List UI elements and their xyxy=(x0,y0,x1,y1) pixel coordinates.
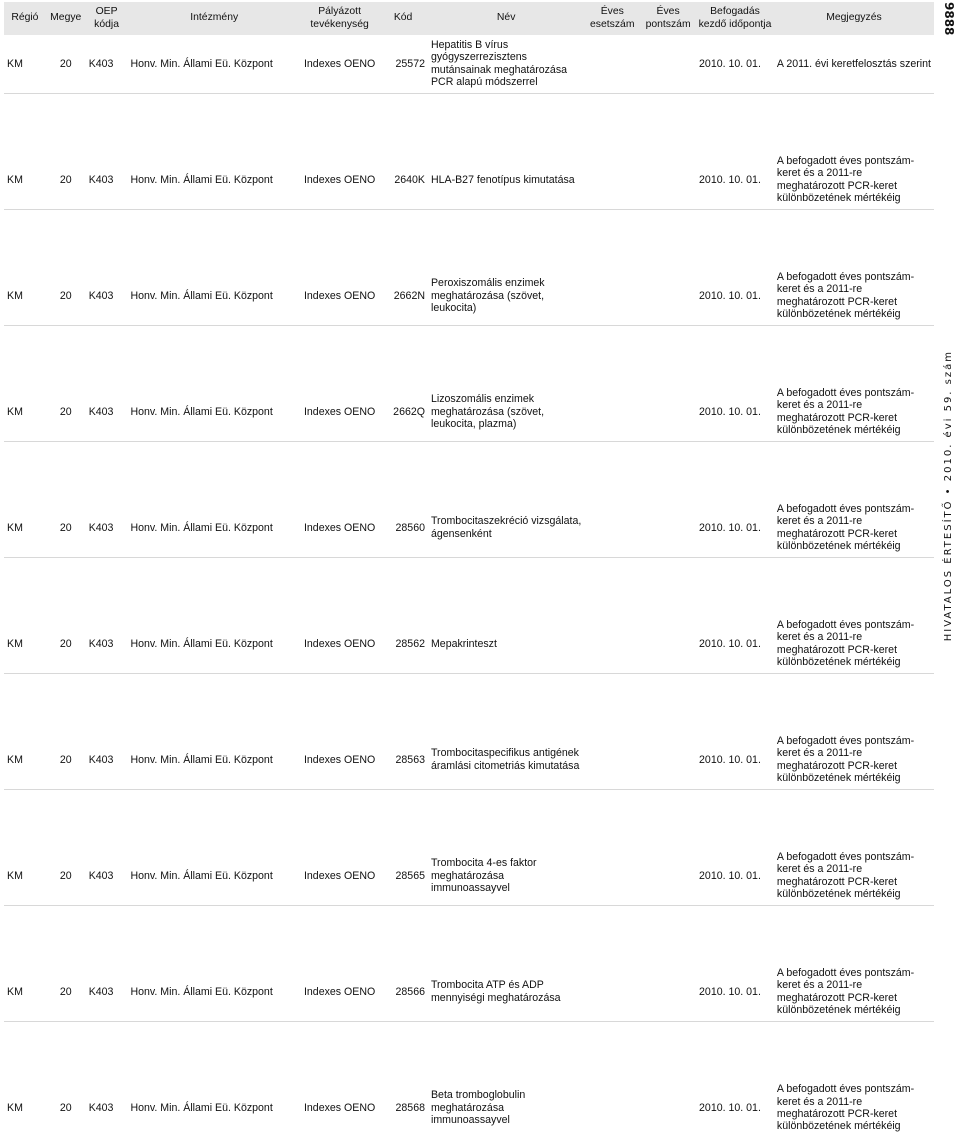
cell-remark-line: különbözetének mértékéig xyxy=(776,540,901,553)
cell-name-line: Peroxiszomális enzimek xyxy=(430,277,545,290)
cell-regio: KM xyxy=(7,1101,23,1114)
cell-start-date: 2010. 10. 01. xyxy=(699,869,761,882)
cell-activity: Indexes OENO xyxy=(303,1101,376,1114)
cell-remark-line: meghatározott PCR-keret xyxy=(776,643,898,656)
cell-code: 28565 xyxy=(395,869,425,882)
cell-remark-line: meghatározott PCR-keret xyxy=(776,527,898,540)
cell-remark-line: keret és a 2011-re xyxy=(776,863,863,876)
cell-remark xyxy=(774,731,934,789)
cell-remark-line: keret és a 2011-re xyxy=(776,1095,863,1108)
cell-activity: Indexes OENO xyxy=(303,637,376,650)
cell-remark-line: különbözetének mértékéig xyxy=(776,308,901,321)
cell-points xyxy=(640,499,696,557)
cell-megye: 20 xyxy=(59,521,72,534)
cell-remark-line: A befogadott éves pontszám- xyxy=(776,1083,915,1096)
cell-activity: Indexes OENO xyxy=(303,173,376,186)
cell-name xyxy=(428,731,584,789)
row-divider xyxy=(4,789,934,847)
cell-institution: Honv. Min. Állami Eü. Központ xyxy=(130,637,273,650)
cell-regio: KM xyxy=(7,173,23,186)
cell-institution: Honv. Min. Állami Eü. Központ xyxy=(130,57,273,70)
cell-remark-line: különbözetének mértékéig xyxy=(776,1120,901,1133)
cell-points xyxy=(640,35,696,93)
cell-remark-line: meghatározott PCR-keret xyxy=(776,411,898,424)
header-kod: Kód xyxy=(378,2,428,35)
cell-code: 28562 xyxy=(395,637,425,650)
header-palyazott: Pályázott tevékenység xyxy=(301,2,378,35)
cell-regio: KM xyxy=(7,637,23,650)
cell-megye: 20 xyxy=(59,1101,72,1114)
cell-case-count xyxy=(584,847,640,905)
cell-remark-line: különbözetének mértékéig xyxy=(776,1004,901,1017)
cell-case-count xyxy=(584,615,640,673)
row-divider-cell xyxy=(4,557,934,615)
cell-name xyxy=(428,151,584,209)
cell-megye: 20 xyxy=(59,869,72,882)
cell-start-date: 2010. 10. 01. xyxy=(699,173,761,186)
cell-regio: KM xyxy=(7,753,23,766)
row-divider-cell xyxy=(4,93,934,151)
cell-points xyxy=(640,1079,696,1137)
cell-case-count xyxy=(584,1079,640,1137)
cell-name-line: immunoassayvel xyxy=(430,881,510,894)
cell-institution: Honv. Min. Állami Eü. Központ xyxy=(130,521,273,534)
cell-institution: Honv. Min. Állami Eü. Központ xyxy=(130,1101,273,1114)
cell-megye: 20 xyxy=(59,405,72,418)
cell-name xyxy=(428,383,584,441)
cell-name-line: Trombocita 4-es faktor xyxy=(430,857,537,870)
cell-activity: Indexes OENO xyxy=(303,753,376,766)
header-eves-esetszam: Éves esetszám xyxy=(584,2,640,35)
cell-remark-line: keret és a 2011-re xyxy=(776,283,863,296)
row-divider xyxy=(4,1021,934,1079)
cell-remark-line: A befogadott éves pontszám- xyxy=(776,502,915,515)
cell-remark-line: keret és a 2011-re xyxy=(776,167,863,180)
header-befogadas: Befogadás kezdő időpontja xyxy=(696,2,774,35)
cell-remark-line: különbözetének mértékéig xyxy=(776,772,901,785)
cell-start-date: 2010. 10. 01. xyxy=(699,289,761,302)
cell-remark xyxy=(774,615,934,673)
cell-remark-line: A befogadott éves pontszám- xyxy=(776,734,915,747)
cell-name xyxy=(428,847,584,905)
cell-points xyxy=(640,267,696,325)
cell-activity: Indexes OENO xyxy=(303,57,376,70)
procedure-table xyxy=(4,2,934,1137)
cell-remark-line: különbözetének mértékéig xyxy=(776,192,901,205)
row-divider xyxy=(4,93,934,151)
cell-name-line: Hepatitis B vírus xyxy=(430,38,509,51)
cell-remark xyxy=(774,847,934,905)
cell-institution: Honv. Min. Állami Eü. Központ xyxy=(130,173,273,186)
page-number: 9888 xyxy=(942,2,956,36)
cell-start-date: 2010. 10. 01. xyxy=(699,57,761,70)
cell-remark-line: A befogadott éves pontszám- xyxy=(776,270,915,283)
cell-start-date: 2010. 10. 01. xyxy=(699,637,761,650)
cell-remark xyxy=(774,267,934,325)
cell-points xyxy=(640,151,696,209)
cell-name xyxy=(428,963,584,1021)
cell-name-line: áramlási citometriás kimutatása xyxy=(430,759,580,772)
cell-remark-line: A befogadott éves pontszám- xyxy=(776,618,915,631)
cell-regio: KM xyxy=(7,869,23,882)
cell-remark xyxy=(774,35,934,93)
table-header-row xyxy=(4,2,934,35)
cell-remark-line: A befogadott éves pontszám- xyxy=(776,850,915,863)
cell-case-count xyxy=(584,499,640,557)
row-divider xyxy=(4,325,934,383)
cell-remark-line: meghatározott PCR-keret xyxy=(776,295,898,308)
cell-points xyxy=(640,731,696,789)
cell-name-line: Trombocitaszekréció vizsgálata, xyxy=(430,515,582,528)
cell-code: 2662Q xyxy=(393,405,425,418)
cell-start-date: 2010. 10. 01. xyxy=(699,985,761,998)
cell-remark xyxy=(774,1079,934,1137)
header-eves-pontszam: Éves pontszám xyxy=(640,2,696,35)
cell-regio: KM xyxy=(7,57,23,70)
cell-remark-line: A befogadott éves pontszám- xyxy=(776,966,915,979)
row-divider-cell xyxy=(4,673,934,731)
cell-name-line: Beta tromboglobulin xyxy=(430,1089,526,1102)
cell-points xyxy=(640,847,696,905)
cell-remark-line: A befogadott éves pontszám- xyxy=(776,386,915,399)
table-row xyxy=(4,847,934,905)
table-row xyxy=(4,1079,934,1137)
row-divider-cell xyxy=(4,905,934,963)
row-divider xyxy=(4,209,934,267)
cell-start-date: 2010. 10. 01. xyxy=(699,1101,761,1114)
cell-code: 2640K xyxy=(394,173,425,186)
cell-name-line: PCR alapú módszerrel xyxy=(430,76,538,89)
cell-case-count xyxy=(584,151,640,209)
cell-oep-code: K403 xyxy=(88,637,114,650)
cell-start-date: 2010. 10. 01. xyxy=(699,521,761,534)
cell-name-line: mutánsainak meghatározása xyxy=(430,63,568,76)
cell-remark xyxy=(774,383,934,441)
cell-remark xyxy=(774,963,934,1021)
cell-institution: Honv. Min. Állami Eü. Központ xyxy=(130,289,273,302)
cell-name xyxy=(428,1079,584,1137)
header-regio: Régió xyxy=(4,2,46,35)
cell-name-line: Trombocitaspecifikus antigének xyxy=(430,747,579,760)
cell-remark-line: keret és a 2011-re xyxy=(776,399,863,412)
cell-megye: 20 xyxy=(59,173,72,186)
row-divider-cell xyxy=(4,325,934,383)
cell-regio: KM xyxy=(7,289,23,302)
cell-regio: KM xyxy=(7,521,23,534)
cell-regio: KM xyxy=(7,985,23,998)
cell-name-line: mennyiségi meghatározása xyxy=(430,991,561,1004)
cell-code: 28560 xyxy=(395,521,425,534)
cell-points xyxy=(640,963,696,1021)
cell-name-line: Mepakrinteszt xyxy=(430,637,497,650)
cell-remark-line: meghatározott PCR-keret xyxy=(776,1108,898,1120)
cell-remark-line: meghatározott PCR-keret xyxy=(776,179,898,192)
table-row xyxy=(4,963,934,1021)
row-divider xyxy=(4,905,934,963)
header-intezmeny: Intézmény xyxy=(127,2,301,35)
cell-start-date: 2010. 10. 01. xyxy=(699,753,761,766)
cell-name-line: gyógyszerrezisztens xyxy=(430,51,527,64)
cell-oep-code: K403 xyxy=(88,405,114,418)
header-megjegyzes: Megjegyzés xyxy=(774,2,934,35)
table-row xyxy=(4,35,934,93)
cell-megye: 20 xyxy=(59,985,72,998)
cell-remark-line: keret és a 2011-re xyxy=(776,515,863,528)
cell-activity: Indexes OENO xyxy=(303,289,376,302)
table-row xyxy=(4,731,934,789)
cell-name-line: Lizoszomális enzimek xyxy=(430,393,535,406)
cell-remark-line: A 2011. évi keretfelosztás szerint xyxy=(776,57,931,70)
cell-remark xyxy=(774,151,934,209)
cell-institution: Honv. Min. Állami Eü. Központ xyxy=(130,869,273,882)
cell-points xyxy=(640,383,696,441)
cell-oep-code: K403 xyxy=(88,521,114,534)
cell-code: 2662N xyxy=(393,289,425,302)
cell-remark-line: A befogadott éves pontszám- xyxy=(776,154,915,167)
cell-remark-line: meghatározott PCR-keret xyxy=(776,875,898,888)
cell-remark-line: keret és a 2011-re xyxy=(776,631,863,644)
cell-name-line: immunoassayvel xyxy=(430,1114,510,1127)
cell-code: 28568 xyxy=(395,1101,425,1114)
table-body xyxy=(4,35,934,1137)
cell-oep-code: K403 xyxy=(88,869,114,882)
cell-remark-line: meghatározott PCR-keret xyxy=(776,991,898,1004)
cell-remark-line: keret és a 2011-re xyxy=(776,747,863,760)
header-megye: Megye xyxy=(46,2,86,35)
cell-institution: Honv. Min. Állami Eü. Központ xyxy=(130,405,273,418)
cell-name-line: meghatározása xyxy=(430,1101,505,1114)
cell-oep-code: K403 xyxy=(88,753,114,766)
cell-remark-line: keret és a 2011-re xyxy=(776,979,863,992)
row-divider-cell xyxy=(4,209,934,267)
cell-oep-code: K403 xyxy=(88,289,114,302)
cell-megye: 20 xyxy=(59,753,72,766)
cell-name-line: meghatározása xyxy=(430,869,505,882)
table-row xyxy=(4,383,934,441)
cell-megye: 20 xyxy=(59,289,72,302)
cell-activity: Indexes OENO xyxy=(303,869,376,882)
cell-remark xyxy=(774,499,934,557)
table-row xyxy=(4,267,934,325)
cell-name-line: meghatározása (szövet, xyxy=(430,405,545,418)
cell-name xyxy=(428,499,584,557)
cell-remark-line: különbözetének mértékéig xyxy=(776,424,901,437)
cell-name-line: leukocita) xyxy=(430,301,477,314)
cell-name xyxy=(428,267,584,325)
cell-oep-code: K403 xyxy=(88,173,114,186)
cell-oep-code: K403 xyxy=(88,1101,114,1114)
cell-case-count xyxy=(584,35,640,93)
row-divider xyxy=(4,557,934,615)
row-divider xyxy=(4,673,934,731)
cell-case-count xyxy=(584,731,640,789)
cell-remark-line: különbözetének mértékéig xyxy=(776,656,901,669)
cell-regio: KM xyxy=(7,405,23,418)
cell-name-line: meghatározása (szövet, xyxy=(430,289,545,302)
cell-oep-code: K403 xyxy=(88,57,114,70)
cell-case-count xyxy=(584,963,640,1021)
running-footer-caption: HIVATALOS ÉRTESÍTŐ • 2010. évi 59. szám xyxy=(943,349,954,641)
table-row xyxy=(4,499,934,557)
row-divider-cell xyxy=(4,789,934,847)
cell-code: 28566 xyxy=(395,985,425,998)
cell-remark-line: különbözetének mértékéig xyxy=(776,888,901,901)
cell-case-count xyxy=(584,267,640,325)
row-divider-cell xyxy=(4,441,934,499)
cell-code: 28563 xyxy=(395,753,425,766)
cell-name-line: ágensenként xyxy=(430,527,492,540)
cell-institution: Honv. Min. Állami Eü. Központ xyxy=(130,753,273,766)
cell-megye: 20 xyxy=(59,57,72,70)
table-row xyxy=(4,151,934,209)
cell-oep-code: K403 xyxy=(88,985,114,998)
cell-name-line: leukocita, plazma) xyxy=(430,417,517,430)
cell-name-line: HLA-B27 fenotípus kimutatása xyxy=(430,173,575,186)
cell-name xyxy=(428,615,584,673)
header-nev: Név xyxy=(428,2,584,35)
row-divider-cell xyxy=(4,1021,934,1079)
cell-code: 25572 xyxy=(395,57,425,70)
cell-megye: 20 xyxy=(59,637,72,650)
header-oep: OEP kódja xyxy=(86,2,128,35)
cell-start-date: 2010. 10. 01. xyxy=(699,405,761,418)
cell-activity: Indexes OENO xyxy=(303,405,376,418)
table-row xyxy=(4,615,934,673)
cell-name-line: Trombocita ATP és ADP xyxy=(430,979,544,992)
cell-activity: Indexes OENO xyxy=(303,985,376,998)
cell-activity: Indexes OENO xyxy=(303,521,376,534)
cell-remark-line: meghatározott PCR-keret xyxy=(776,759,898,772)
cell-points xyxy=(640,615,696,673)
row-divider xyxy=(4,441,934,499)
cell-institution: Honv. Min. Állami Eü. Központ xyxy=(130,985,273,998)
cell-name xyxy=(428,35,584,93)
cell-case-count xyxy=(584,383,640,441)
